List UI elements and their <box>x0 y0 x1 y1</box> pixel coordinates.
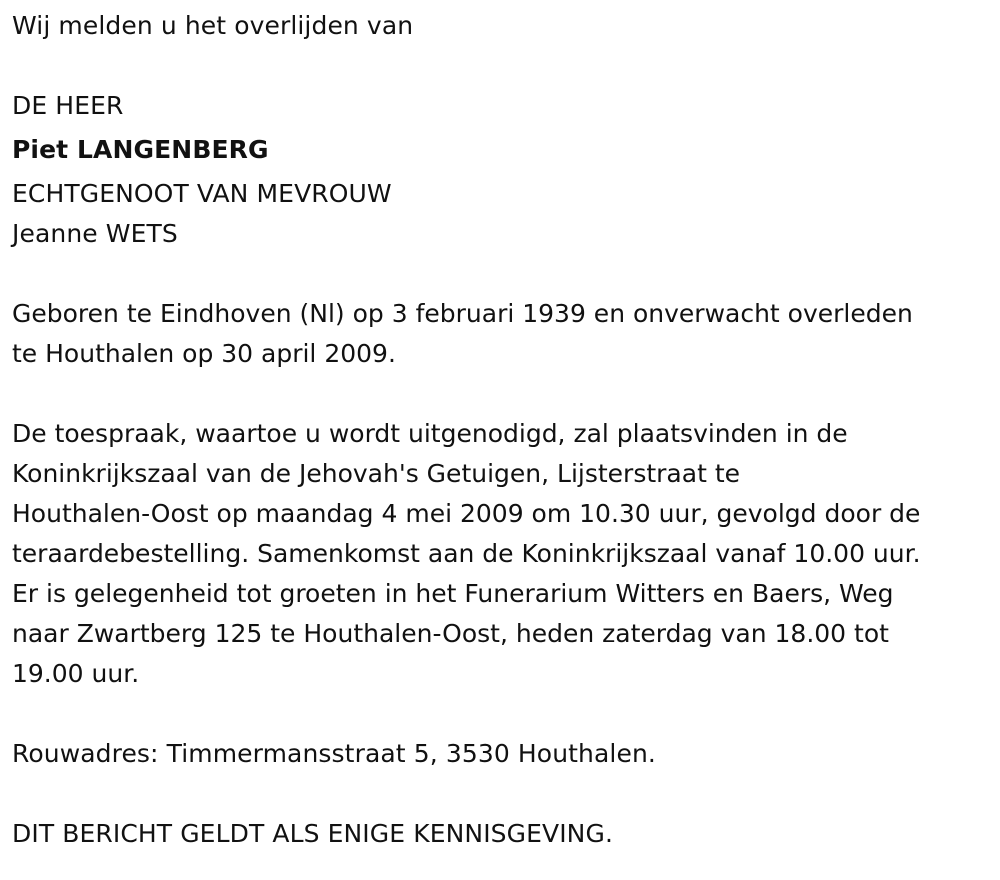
paragraph-line: 19.00 uur. <box>12 659 140 688</box>
paragraph-line: De toespraak, waartoe u wordt uitgenodigd, zal plaatsvinden in de <box>12 419 848 448</box>
mourning-address: Rouwadres: Timmermansstraat 5, 3530 Houthalen. <box>12 739 656 768</box>
spouse-name: Jeanne WETS <box>12 219 178 248</box>
closing-statement: DIT BERICHT GELDT ALS ENIGE KENNISGEVING. <box>12 819 613 848</box>
honorific-title: DE HEER <box>12 91 124 120</box>
paragraph-line: Er is gelegenheid tot groeten in het Funerarium Witters en Baers, Weg <box>12 579 894 608</box>
spacer <box>12 254 987 294</box>
paragraph-line: Koninkrijkszaal van de Jehovah's Getuigen, Lijsterstraat te <box>12 459 741 488</box>
intro-text: Wij melden u het overlijden van <box>12 11 414 40</box>
deceased-name: Piet LANGENBERG <box>12 135 269 164</box>
spacer <box>12 46 987 86</box>
paragraph-line: te Houthalen op 30 april 2009. <box>12 339 396 368</box>
ceremony-paragraph <box>12 414 987 694</box>
spacer <box>12 374 987 414</box>
death-notice <box>12 6 987 854</box>
birth-death-paragraph <box>12 294 987 374</box>
spacer <box>12 774 987 814</box>
paragraph-line: Geboren te Eindhoven (Nl) op 3 februari 1939 en onverwacht overleden <box>12 299 913 328</box>
paragraph-line: Houthalen-Oost op maandag 4 mei 2009 om 10.30 uur, gevolgd door de <box>12 499 921 528</box>
spacer <box>12 694 987 734</box>
paragraph-line: naar Zwartberg 125 te Houthalen-Oost, heden zaterdag van 18.00 tot <box>12 619 889 648</box>
relation-text: ECHTGENOOT VAN MEVROUW <box>12 179 392 208</box>
paragraph-line: teraardebestelling. Samenkomst aan de Koninkrijkszaal vanaf 10.00 uur. <box>12 539 921 568</box>
